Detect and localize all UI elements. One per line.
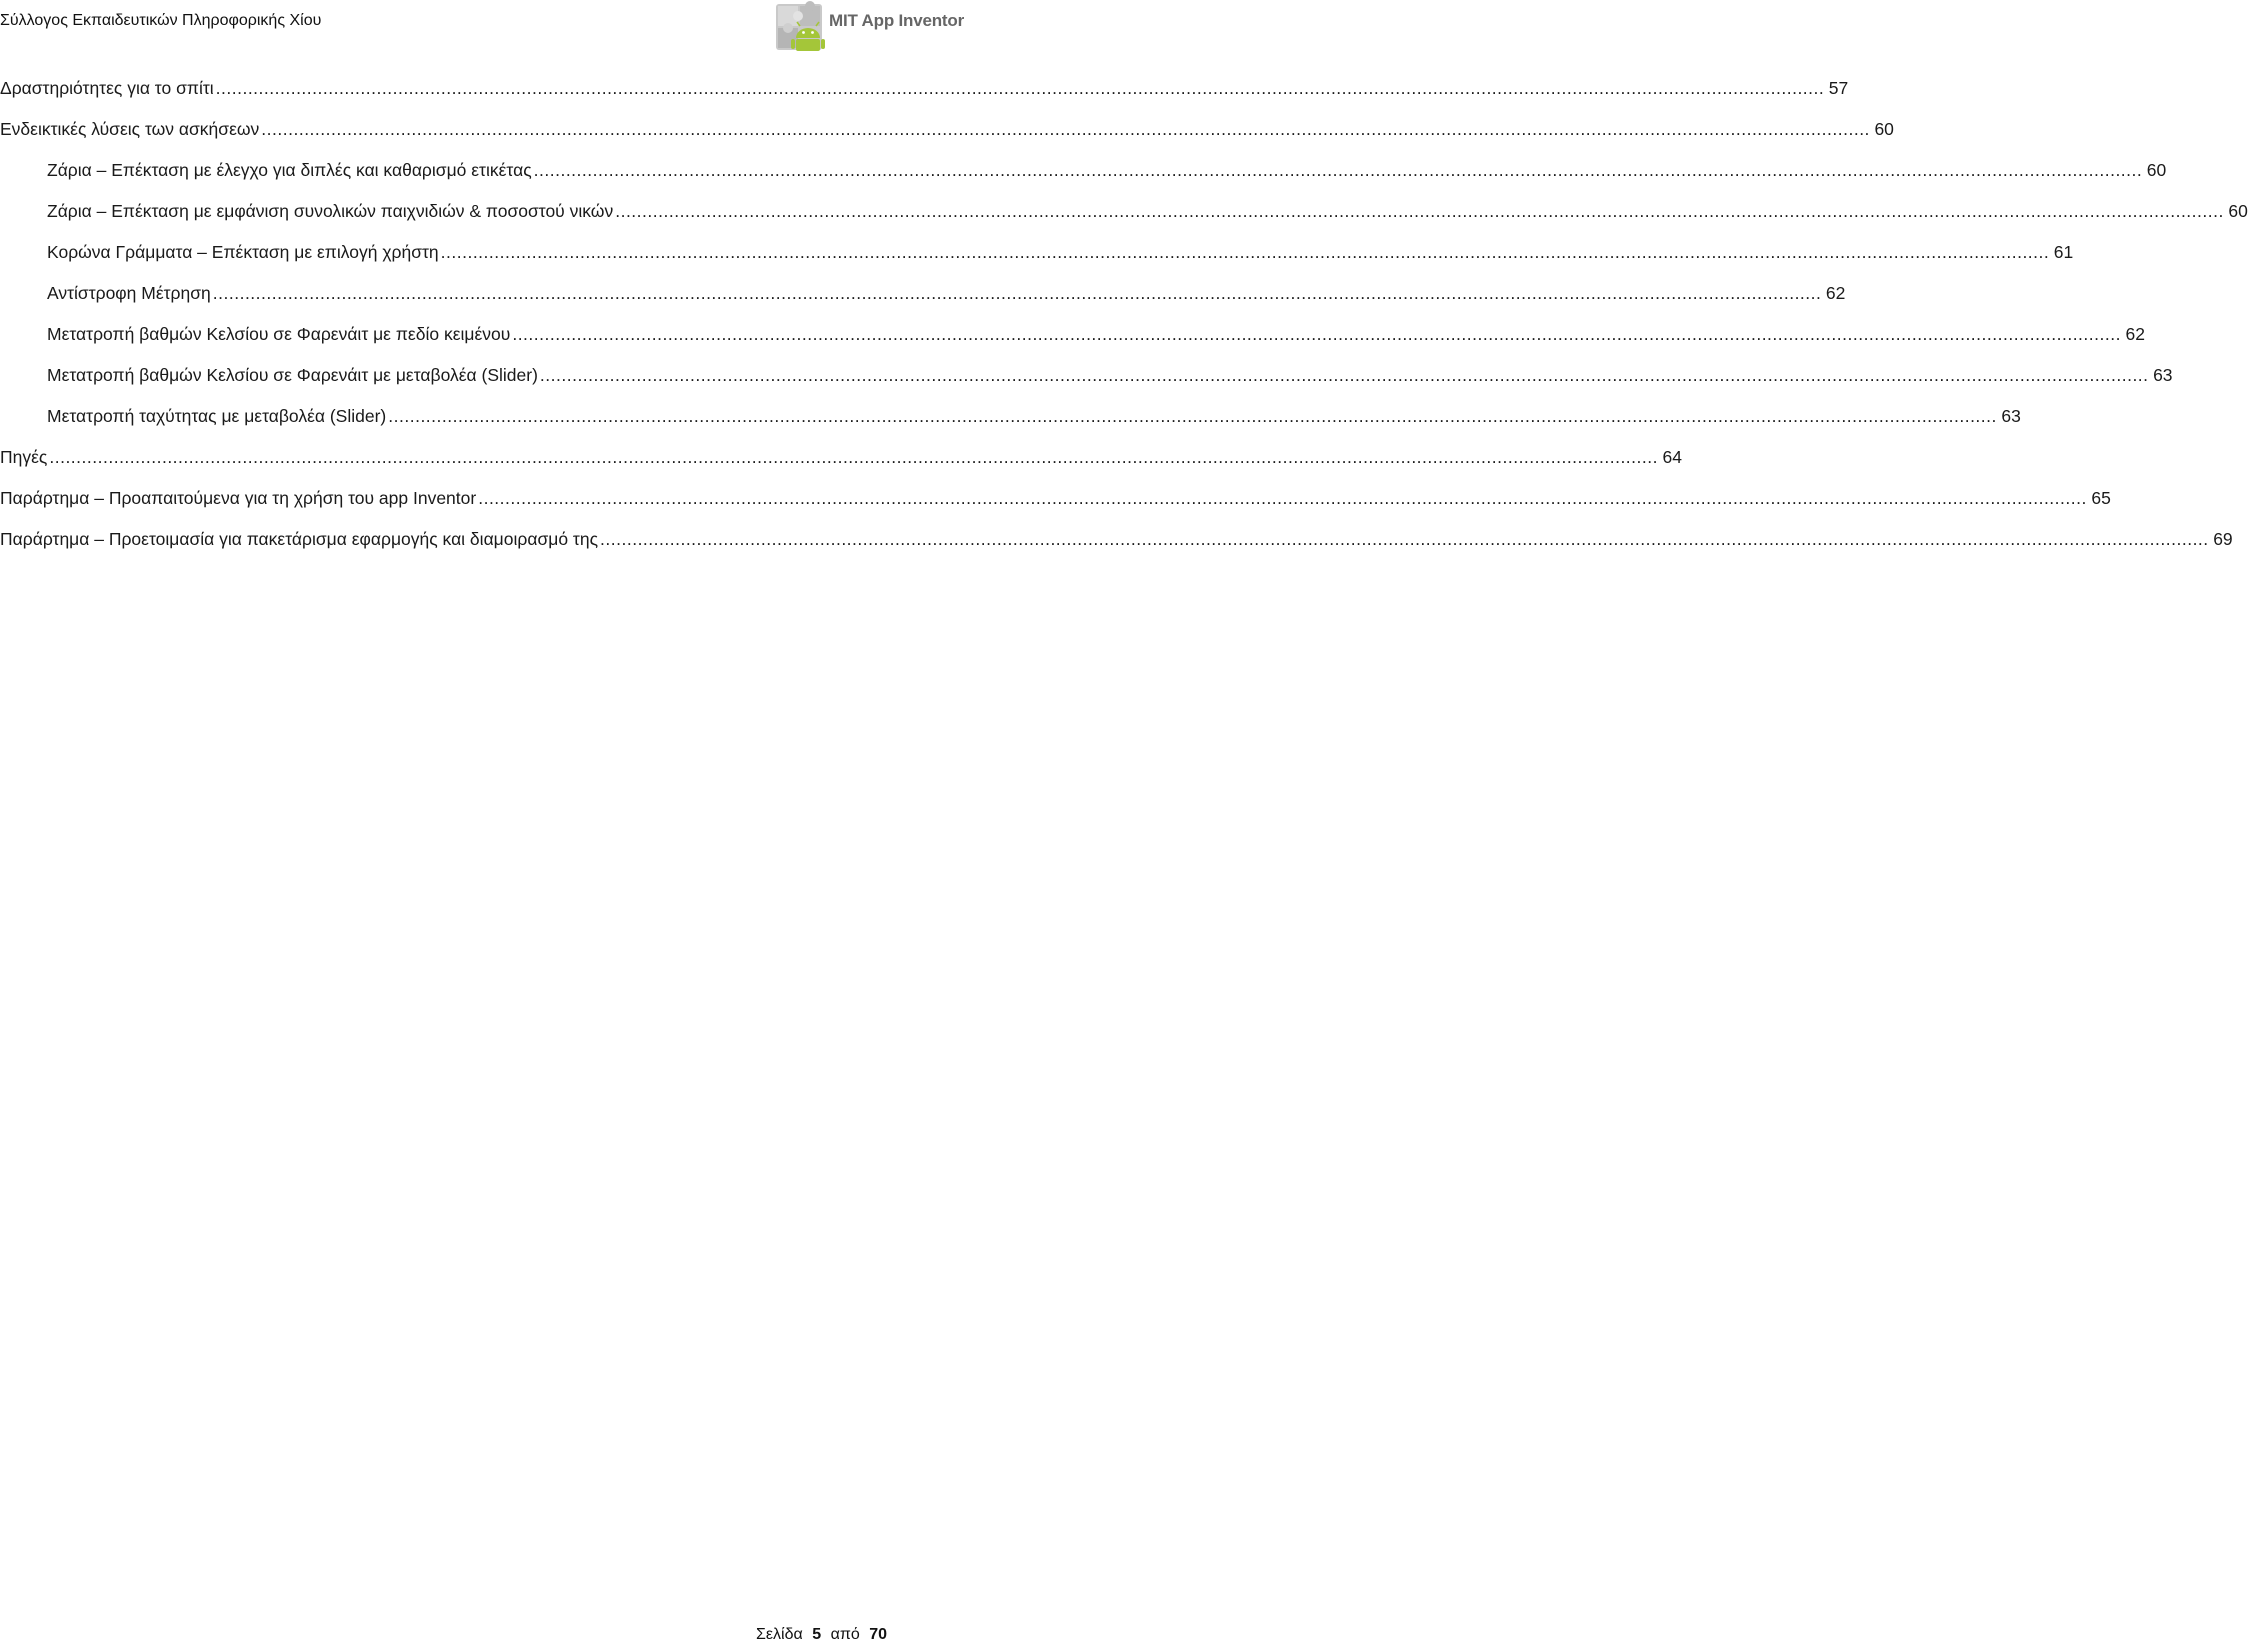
- toc-entry-title[interactable]: Παράρτημα – Προετοιμασία για πακετάρισμα εφαρμογής και διαμοιρασμό της: [0, 529, 599, 549]
- toc-entry-title[interactable]: Ζάρια – Επέκταση με εμφάνιση συνολικών παιχνιδιών & ποσοστού νικών: [47, 201, 614, 221]
- toc-dot-leader: ............................................................................................................................................................................................................................................................................................................: [215, 78, 1825, 98]
- toc-dot-leader: ............................................................................................................................................................................................................................................................................................................: [615, 201, 2224, 221]
- toc-dot-leader: ............................................................................................................................................................................................................................................................................................................: [512, 324, 2121, 344]
- current-page-number: 5: [812, 1626, 822, 1643]
- toc-entry[interactable]: [0, 242, 2074, 283]
- toc-dot-leader: ............................................................................................................................................................................................................................................................................................................: [478, 488, 2087, 508]
- toc-entry-title[interactable]: Δραστηριότητες για το σπίτι: [0, 78, 214, 98]
- toc-entry[interactable]: [0, 365, 2173, 406]
- toc-entry-title[interactable]: Παράρτημα – Προαπαιτούμενα για τη χρήση του app Inventor: [0, 488, 477, 508]
- toc-entry-title[interactable]: Μετατροπή ταχύτητας με μεταβολέα (Slider): [47, 406, 387, 426]
- toc-entry-page-number[interactable]: 63: [2153, 365, 2173, 385]
- toc-entry[interactable]: [0, 488, 2111, 529]
- toc-dot-leader: ............................................................................................................................................................................................................................................................................................................: [600, 529, 2209, 549]
- table-of-contents: [0, 78, 2248, 570]
- toc-entry-page-number[interactable]: 65: [2091, 488, 2111, 508]
- toc-entry-title[interactable]: Μετατροπή βαθμών Κελσίου σε Φαρενάιτ με μεταβολέα (Slider): [47, 365, 538, 385]
- total-pages-number: 70: [869, 1626, 887, 1643]
- logo-text: MIT App Inventor: [829, 11, 964, 30]
- toc-entry-page-number[interactable]: 62: [2125, 324, 2145, 344]
- toc-dot-leader: ............................................................................................................................................................................................................................................................................................................: [533, 160, 2143, 180]
- toc-dot-leader: ............................................................................................................................................................................................................................................................................................................: [440, 242, 2050, 262]
- toc-entry-title[interactable]: Ενδεικτικές λύσεις των ασκήσεων: [0, 119, 260, 139]
- android-puzzle-icon: [776, 2, 826, 54]
- toc-entry-page-number[interactable]: 64: [1662, 447, 1682, 467]
- toc-entry[interactable]: [0, 447, 1682, 488]
- app-inventor-logo: [776, 2, 964, 56]
- toc-entry-page-number[interactable]: 60: [2228, 201, 2248, 221]
- footer-prefix: Σελίδα: [756, 1626, 803, 1643]
- toc-entry-title[interactable]: Πηγές: [0, 447, 48, 467]
- toc-entry-title[interactable]: Κορώνα Γράμματα – Επέκταση με επιλογή χρήστη: [47, 242, 439, 262]
- toc-dot-leader: ............................................................................................................................................................................................................................................................................................................: [212, 283, 1822, 303]
- toc-entry[interactable]: [0, 119, 1894, 160]
- toc-entry[interactable]: [0, 201, 2248, 242]
- toc-entry-page-number[interactable]: 57: [1828, 78, 1849, 98]
- page-header: [0, 0, 964, 60]
- toc-dot-leader: ............................................................................................................................................................................................................................................................................................................: [539, 365, 2149, 385]
- toc-entry-page-number[interactable]: 69: [2213, 529, 2233, 549]
- toc-entry-page-number[interactable]: 63: [2001, 406, 2021, 426]
- toc-dot-leader: ............................................................................................................................................................................................................................................................................................................: [49, 447, 1658, 467]
- toc-entry-title[interactable]: Ζάρια – Επέκταση με έλεγχο για διπλές και καθαρισμό ετικέτας: [47, 160, 532, 180]
- toc-dot-leader: ............................................................................................................................................................................................................................................................................................................: [388, 406, 1997, 426]
- toc-entry[interactable]: [0, 406, 2021, 447]
- toc-entry-page-number[interactable]: 61: [2053, 242, 2074, 262]
- toc-entry-title[interactable]: Αντίστροφη Μέτρηση: [47, 283, 211, 303]
- org-name: Σύλλογος Εκπαιδευτικών Πληροφορικής Χίου: [0, 12, 322, 29]
- toc-entry-title[interactable]: Μετατροπή βαθμών Κελσίου σε Φαρενάιτ με πεδίο κειμένου: [47, 324, 511, 344]
- toc-entry[interactable]: [0, 324, 2145, 365]
- toc-entry[interactable]: [0, 160, 2167, 201]
- page-number-footer: [756, 1626, 892, 1644]
- toc-entry-page-number[interactable]: 60: [1874, 119, 1894, 139]
- toc-dot-leader: ............................................................................................................................................................................................................................................................................................................: [261, 119, 1870, 139]
- footer-middle: από: [830, 1626, 860, 1643]
- toc-entry[interactable]: [0, 283, 1846, 324]
- toc-entry[interactable]: [0, 78, 1849, 119]
- toc-entry-page-number[interactable]: 62: [1825, 283, 1846, 303]
- toc-entry[interactable]: [0, 529, 2233, 570]
- toc-entry-page-number[interactable]: 60: [2146, 160, 2167, 180]
